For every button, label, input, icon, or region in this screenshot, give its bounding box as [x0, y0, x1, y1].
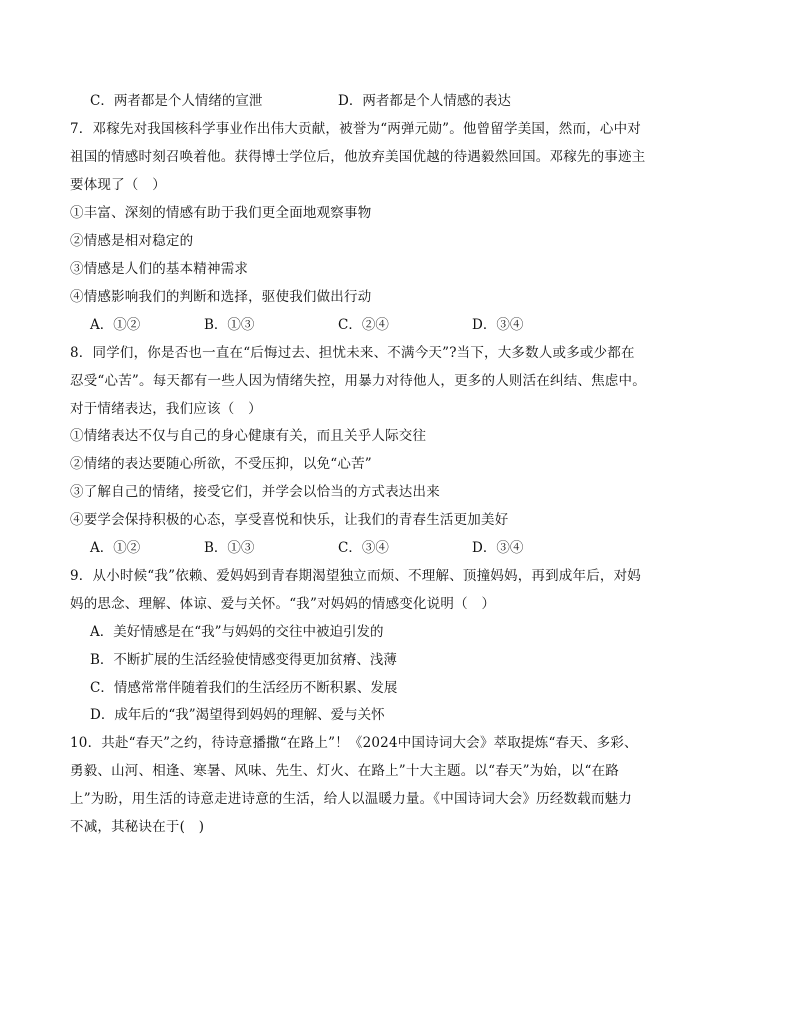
q9-option-c: C．情感常常伴随着我们的生活经历不断积累、发展	[90, 680, 398, 696]
q8-statement-4: ④要学会保持积极的心态，享受喜悦和快乐，让我们的青春生活更加美好	[70, 512, 509, 528]
q9-option-d: D．成年后的“我”渴望得到妈妈的理解、爱与关怀	[90, 707, 385, 723]
q6-option-c: C．两者都是个人情绪的宣泄	[90, 93, 263, 109]
q9-option-a: A．美好情感是在“我”与妈妈的交往中被迫引发的	[90, 624, 384, 640]
q8-stem-line-3: 对于情绪表达，我们应该（ ）	[70, 401, 262, 417]
q8-option-b: B．①③	[204, 540, 255, 556]
q7-statement-4: ④情感影响我们的判断和选择，驱使我们做出行动	[70, 289, 372, 305]
q7-option-b: B．①③	[204, 317, 255, 333]
q10-stem-line-3: 上”为盼，用生活的诗意走进诗意的生活，给人以温暖力量。《中国诗词大会》历经数载而魅力	[70, 791, 633, 807]
q7-statement-1: ①丰富、深刻的情感有助于我们更全面地观察事物	[70, 205, 372, 221]
q7-option-c: C．②④	[338, 317, 389, 333]
q6-option-d: D．两者都是个人情感的表达	[338, 93, 511, 109]
q10-stem-line-2: 勇毅、山河、相逢、寒暑、风味、先生、灯火、在路上”十大主题。以“春天”为始，以“在路	[70, 763, 620, 779]
q10-stem-line-1: 10．共赴“春天”之约，待诗意播撒“在路上”！《2024中国诗词大会》萃取提炼“春天、多彩、	[70, 735, 638, 751]
q7-stem-line-1: 7．邓稼先对我国核科学事业作出伟大贡献，被誉为“两弹元勋”。他曾留学美国，然而，心中对	[70, 121, 641, 137]
q8-option-a: A．①②	[90, 540, 141, 556]
q9-stem-line-2: 妈的思念、理解、体谅、爱与关怀。“我”对妈妈的情感变化说明（ ）	[70, 596, 496, 612]
q7-stem-line-2: 祖国的情感时刻召唤着他。获得博士学位后，他放弃美国优越的待遇毅然回国。邓稼先的事迹主	[70, 149, 646, 165]
q8-statement-1: ①情绪表达不仅与自己的身心健康有关，而且关乎人际交往	[70, 428, 427, 444]
q9-option-b: B．不断扩展的生活经验使情感变得更加贫瘠、浅薄	[90, 652, 397, 668]
q7-option-a: A．①②	[90, 317, 141, 333]
q8-option-c: C．③④	[338, 540, 389, 556]
q8-option-d: D．③④	[472, 540, 524, 556]
q8-stem-line-2: 忍受“心苦”。每天都有一些人因为情绪失控，用暴力对待他人，更多的人则活在纠结、焦虑中。	[70, 373, 646, 389]
q8-stem-line-1: 8．同学们，你是否也一直在“后悔过去、担忧未来、不满今天”?当下，大多数人或多或少都在	[70, 345, 635, 361]
q10-stem-line-4: 不减，其秘诀在于( )	[70, 819, 205, 835]
q8-statement-3: ③了解自己的情绪，接受它们，并学会以恰当的方式表达出来	[70, 484, 440, 500]
q8-statement-2: ②情绪的表达要随心所欲，不受压抑，以免“心苦”	[70, 456, 372, 472]
q7-stem-line-3: 要体现了（ ）	[70, 177, 166, 193]
q7-statement-3: ③情感是人们的基本精神需求	[70, 261, 249, 277]
q7-option-d: D．③④	[472, 317, 524, 333]
q7-statement-2: ②情感是相对稳定的	[70, 233, 194, 249]
q9-stem-line-1: 9．从小时候“我”依赖、爱妈妈到青春期渴望独立而烦、不理解、顶撞妈妈，再到成年后，对妈	[70, 568, 641, 584]
